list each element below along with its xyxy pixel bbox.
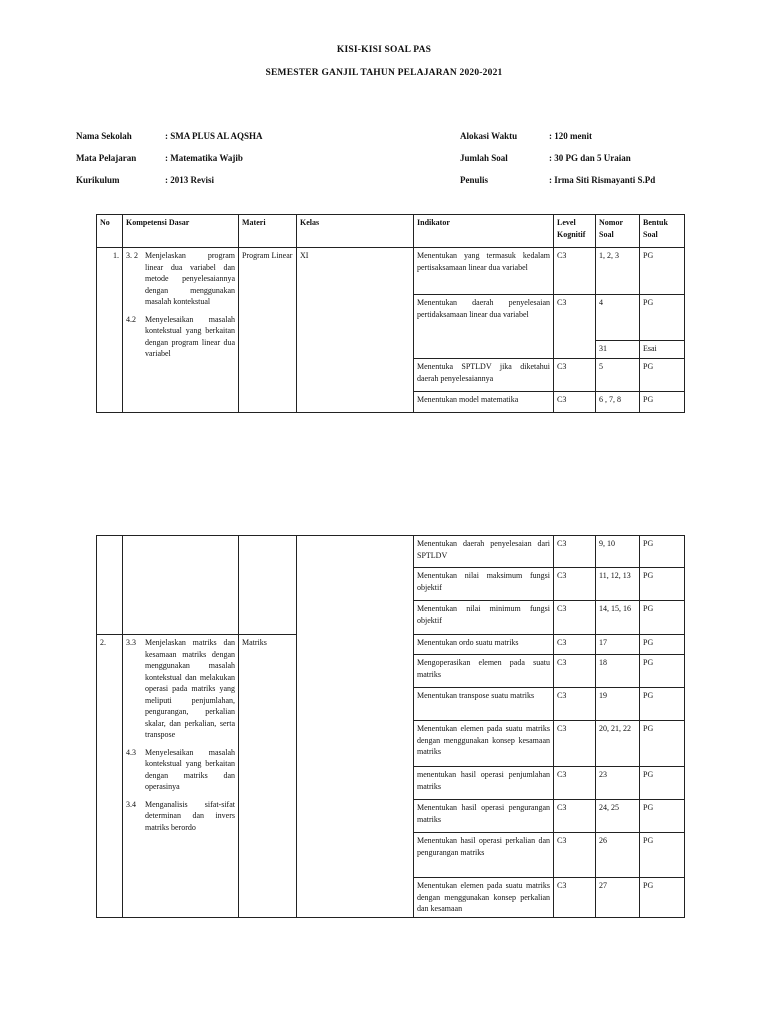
author-value: : Irma Siti Rismayanti S.Pd — [549, 175, 656, 185]
bentuk-cell: PG — [640, 635, 685, 655]
nomor-cell: 11, 12, 13 — [596, 568, 640, 601]
indikator-cell: Menentukan ordo suatu matriks — [414, 635, 554, 655]
nomor-cell: 1, 2, 3 — [596, 248, 640, 295]
header-no: No — [97, 215, 123, 248]
header-indikator: Indikator — [414, 215, 554, 248]
header-row — [97, 215, 685, 248]
table-row — [97, 248, 685, 295]
school-value: : SMA PLUS AL AQSHA — [165, 131, 263, 141]
kd-number: 4.3 — [126, 747, 136, 757]
level-cell: C3 — [554, 833, 596, 878]
indikator-cell: Menentukan nilai minimum fungsi objektif — [414, 601, 554, 635]
time-label: Alokasi Waktu — [460, 131, 518, 141]
bentuk-cell: PG — [640, 248, 685, 295]
bentuk-cell: Esai — [640, 341, 685, 359]
kelas-cell — [297, 536, 414, 918]
question-count-label: Jumlah Soal — [460, 153, 508, 163]
nomor-cell: 27 — [596, 878, 640, 918]
header-bentuk: Bentuk Soal — [640, 215, 685, 248]
indikator-cell: Menentukan transpose suatu matriks — [414, 688, 554, 721]
bentuk-cell: PG — [640, 359, 685, 392]
level-cell: C3 — [554, 655, 596, 688]
table-row — [97, 536, 685, 568]
document-subtitle: SEMESTER GANJIL TAHUN PELAJARAN 2020-2021 — [265, 68, 503, 78]
indikator-cell: Menentukan daerah penyelesaian pertidaksamaan linear dua variabel — [414, 295, 554, 359]
subject-value: : Matematika Wajib — [165, 153, 243, 163]
indikator-cell: Menentuka SPTLDV jika diketahui daerah penyelesaiannya — [414, 359, 554, 392]
row-number: 2. — [97, 635, 123, 918]
bentuk-cell: PG — [640, 568, 685, 601]
school-label: Nama Sekolah — [76, 131, 132, 141]
bentuk-cell: PG — [640, 536, 685, 568]
kd-number: 3.4 — [126, 799, 136, 809]
curriculum-label: Kurikulum — [76, 175, 120, 185]
bentuk-cell: PG — [640, 878, 685, 918]
nomor-cell: 5 — [596, 359, 640, 392]
materi-cell — [239, 536, 297, 635]
header-materi: Materi — [239, 215, 297, 248]
kd-number: 3. 2 — [126, 251, 138, 260]
bentuk-cell: PG — [640, 721, 685, 767]
document-title: KISI-KISI SOAL PAS — [336, 45, 432, 55]
indikator-cell: Menentukan hasil operasi pengurangan matriks — [414, 800, 554, 833]
level-cell: C3 — [554, 359, 596, 392]
bentuk-cell: PG — [640, 295, 685, 341]
indikator-cell: Menentukan nilai maksimum fungsi objektif — [414, 568, 554, 601]
level-cell: C3 — [554, 392, 596, 413]
nomor-cell: 9, 10 — [596, 536, 640, 568]
bentuk-cell: PG — [640, 833, 685, 878]
nomor-cell: 20, 21, 22 — [596, 721, 640, 767]
indikator-cell: Menentukan daerah penyelesaian dari SPTLDV — [414, 536, 554, 568]
author-label: Penulis — [460, 175, 489, 185]
nomor-cell: 18 — [596, 655, 640, 688]
bentuk-cell: PG — [640, 800, 685, 833]
kd-cell — [123, 248, 239, 413]
header-level: Level Kognitif — [554, 215, 596, 248]
kd-cell — [123, 536, 239, 635]
kd-number: 4.2 — [126, 314, 136, 324]
level-cell: C3 — [554, 601, 596, 635]
indikator-cell: menentukan hasil operasi penjumlahan matriks — [414, 767, 554, 800]
kd-text: Menyelesaikan masalah kontekstual yang berkaitan dengan program linear dua variabel — [145, 314, 235, 358]
bentuk-cell: PG — [640, 392, 685, 413]
level-cell: C3 — [554, 536, 596, 568]
nomor-cell: 31 — [596, 341, 640, 359]
indikator-cell: Menentukan elemen pada suatu matriks dengan menggunakan konsep kesamaan matriks — [414, 721, 554, 767]
indikator-cell: Menentukan hasil operasi perkalian dan pengurangan matriks — [414, 833, 554, 878]
subject-label: Mata Pelajaran — [76, 153, 137, 163]
kelas-cell: XI — [297, 248, 414, 413]
nomor-cell: 6 , 7, 8 — [596, 392, 640, 413]
kd-text: Menganalisis sifat-sifat determinan dan invers matriks berordo — [145, 799, 235, 832]
nomor-cell: 26 — [596, 833, 640, 878]
indikator-cell: Mengoperasikan elemen pada suatu matriks — [414, 655, 554, 688]
header-kelas: Kelas — [297, 215, 414, 248]
nomor-cell: 19 — [596, 688, 640, 721]
nomor-cell: 24, 25 — [596, 800, 640, 833]
bentuk-cell: PG — [640, 601, 685, 635]
nomor-cell: 14, 15, 16 — [596, 601, 640, 635]
curriculum-value: : 2013 Revisi — [165, 175, 214, 185]
kd-text: Menyelesaikan masalah kontekstual yang berkaitan dengan matriks dan operasinya — [145, 747, 235, 791]
kd-cell — [123, 635, 239, 918]
level-cell: C3 — [554, 248, 596, 295]
bentuk-cell: PG — [640, 767, 685, 800]
row-number — [97, 536, 123, 635]
level-cell: C3 — [554, 800, 596, 833]
bentuk-cell: PG — [640, 655, 685, 688]
indikator-cell: Menentukan model matematika — [414, 392, 554, 413]
grid-table-1 — [96, 214, 685, 413]
row-number: 1. — [97, 248, 123, 413]
level-cell: C3 — [554, 688, 596, 721]
time-value: : 120 menit — [549, 131, 592, 141]
bentuk-cell: PG — [640, 688, 685, 721]
level-cell: C3 — [554, 878, 596, 918]
nomor-cell: 23 — [596, 767, 640, 800]
materi-cell: Matriks — [239, 635, 297, 918]
level-cell: C3 — [554, 568, 596, 601]
indikator-cell: Menentukan yang termasuk kedalam pertisaksamaan linear dua variabel — [414, 248, 554, 295]
header-nomor: Nomor Soal — [596, 215, 640, 248]
level-cell: C3 — [554, 767, 596, 800]
nomor-cell: 17 — [596, 635, 640, 655]
kd-number: 3.3 — [126, 638, 136, 647]
kd-text: Menjelaskan program linear dua variabel dan metode penyelesaiannya dengan menggunakan masalah kontekstual — [145, 251, 235, 306]
header-kd: Kompetensi Dasar — [123, 215, 239, 248]
level-cell: C3 — [554, 295, 596, 359]
indikator-cell: Menentukan elemen pada suatu matriks dengan menggunakan konsep perkalian dan kesamaan — [414, 878, 554, 918]
nomor-cell: 4 — [596, 295, 640, 341]
level-cell: C3 — [554, 721, 596, 767]
grid-table-2 — [96, 535, 685, 918]
level-cell: C3 — [554, 635, 596, 655]
question-count-value: : 30 PG dan 5 Uraian — [549, 153, 631, 163]
kd-text: Menjelaskan matriks dan kesamaan matriks dengan menggunakan masalah kontekstual dan melakukan operasi pada matriks yang meliputi penjumlahan, pengurangan, perkalian skalar, dan perkalian, serta transpose — [145, 638, 235, 739]
materi-cell: Program Linear — [239, 248, 297, 413]
